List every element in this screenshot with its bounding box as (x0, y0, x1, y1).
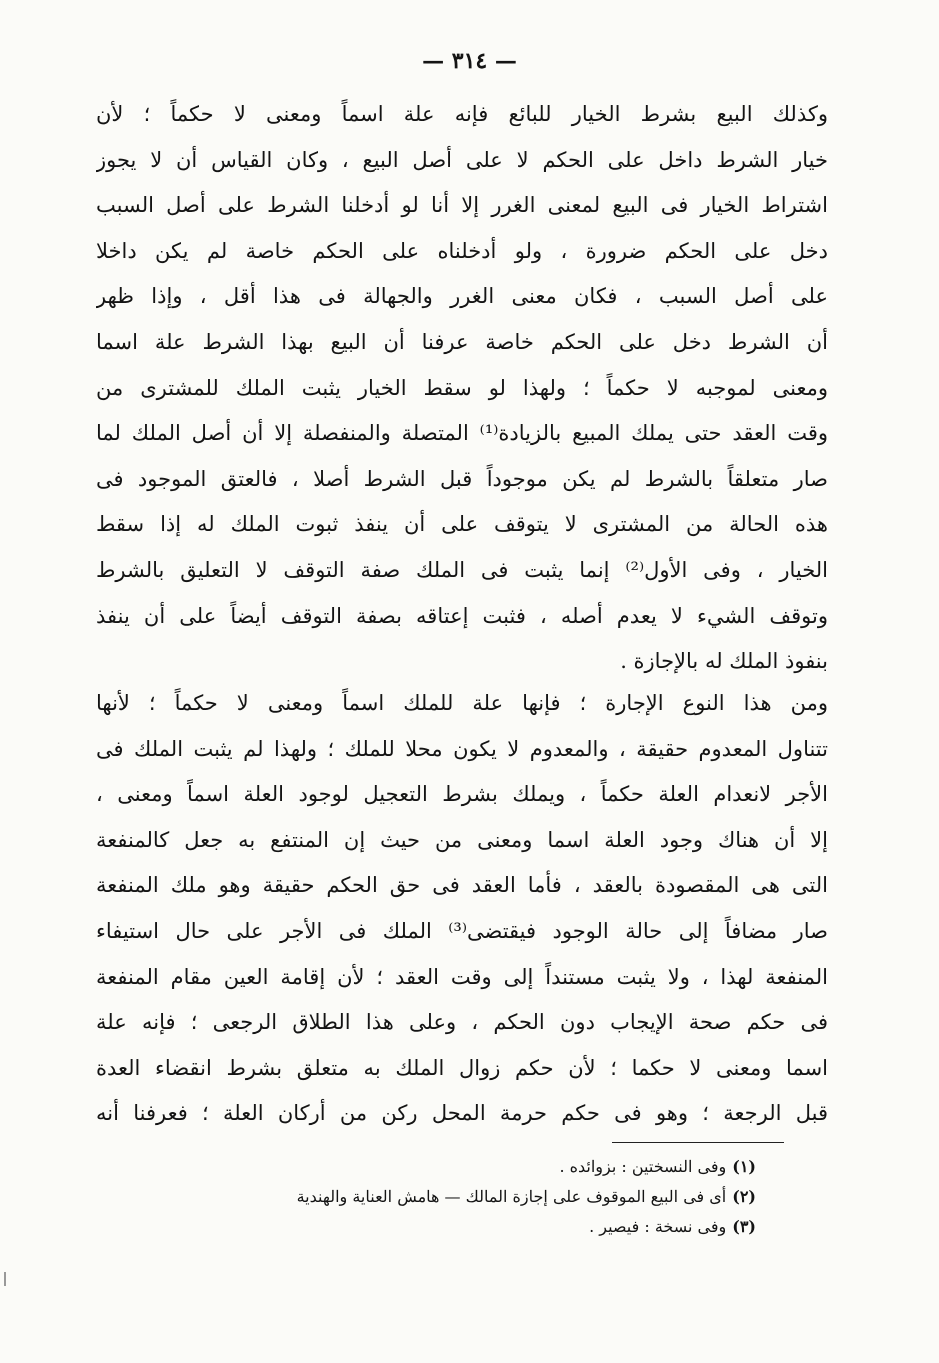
text-line: أن الشرط دخل على الحكم خاصة عرفنا أن البيع بهذا الشرط علة اسما (96, 329, 828, 354)
text-line: فى حكم صحة الإيجاب دون الحكم ، وعلى هذا الطلاق الرجعى ؛ فإنه علة (96, 1010, 828, 1035)
text-line: خيار الشرط داخل على الحكم لا على أصل البيع ، وكان القياس أن لا يجوز (96, 147, 828, 172)
text-line: صار مضافاً إلى حالة الوجود فيقتضى⁽³⁾ الملك فى الأجر على حال استيفاء (96, 918, 828, 943)
paragraph-1 (96, 92, 828, 685)
footnote-marker: (٣) (732, 1217, 756, 1236)
footnote-3 (96, 1212, 756, 1242)
text-line: صار متعلقاً بالشرط لم يكن موجوداً قبل الشرط أصلا ، فالعتق الموجود فى (96, 466, 828, 491)
footnote-2 (96, 1182, 756, 1212)
text-line: دخل على الحكم ضرورة ، ولو أدخلناه على الحكم خاصة لم يكن داخلا (96, 238, 828, 263)
text-line: الأجر لانعدام العلة حكماً ، ويملك بشرط التعجيل لوجود العلة اسماً ومعنى ، (96, 782, 828, 807)
scan-edge-mark (4, 1272, 6, 1286)
paragraph-2 (96, 681, 828, 1137)
text-line: بنفوذ الملك له بالإجازة . (620, 649, 828, 674)
text-line: تتناول المعدوم حقيقة ، والمعدوم لا يكون محلا للملك ؛ ولهذا لم يثبت الملك فى (96, 736, 828, 761)
footnotes (96, 1152, 756, 1242)
text-line: ومن هذا النوع الإجارة ؛ فإنها علة للملك اسماً ومعنى لا حكماً ؛ لأنها (96, 691, 828, 715)
text-line: قبل الرجعة ؛ وهو فى حكم حرمة المحل ركن من أركان العلة ؛ فعرفنا أنه (96, 1101, 828, 1126)
footnote-divider (612, 1142, 784, 1143)
text-line: اشتراط الخيار فى البيع لمعنى الغرر إلا أنا لو أدخلنا الشرط على أصل السبب (96, 193, 828, 218)
text-line: اسما ومعنى لا حكما ؛ لأن حكم زوال الملك به متعلق بشرط انقضاء العدة (96, 1055, 828, 1080)
footnote-text: وفى النسختين : بزوائده . (559, 1157, 727, 1176)
text-line: وكذلك البيع بشرط الخيار للبائع فإنه علة اسماً ومعنى لا حكماً ؛ لأن (96, 102, 828, 126)
footnote-marker: (١) (732, 1157, 756, 1176)
footnote-marker: (٢) (732, 1187, 756, 1206)
footnote-1 (96, 1152, 756, 1182)
footnote-text: وفى نسخة : فيصير . (589, 1217, 727, 1236)
footnote-text: أى فى البيع الموقوف على إجازة المالك — هامش العناية والهندية (296, 1187, 727, 1206)
text-line: الخيار ، وفى الأول⁽²⁾ إنما يثبت فى الملك صفة التوقف لا التعليق بالشرط (96, 557, 828, 582)
text-line: وتوقف الشيء لا يعدم أصله ، فثبت إعتاقه بصفة التوقف أيضاً على أن ينفذ (96, 603, 828, 628)
text-line: على أصل السبب ، فكان معنى الغرر والجهالة فى هذا أقل ، وإذا ظهر (96, 284, 828, 309)
page-number: — ٣١٤ — (422, 48, 517, 74)
text-line: المنفعة لهذا ، ولا يثبت مستنداً إلى وقت العقد ؛ لأن إقامة العين مقام المنفعة (96, 964, 828, 989)
text-line: هذه الحالة من المشترى لا يتوقف على أن ينفذ ثبوت الملك له إذا سقط (96, 512, 828, 537)
text-line: وقت العقد حتى يملك المبيع بالزيادة⁽¹⁾ المتصلة والمنفصلة إلا أن أصل الملك لما (96, 421, 828, 446)
text-line: التى هى المقصودة بالعقد ، فأما العقد فى حق الحكم حقيقة وهو ملك المنفعة (96, 873, 828, 898)
text-line: إلا أن هناك وجود العلة اسما ومعنى من حيث إن المنتفع به جعل كالمنفعة (96, 827, 828, 852)
text-line: ومعنى لموجبه لا حكماً ؛ ولهذا لو سقط الخيار يثبت الملك للمشترى من (96, 375, 828, 400)
